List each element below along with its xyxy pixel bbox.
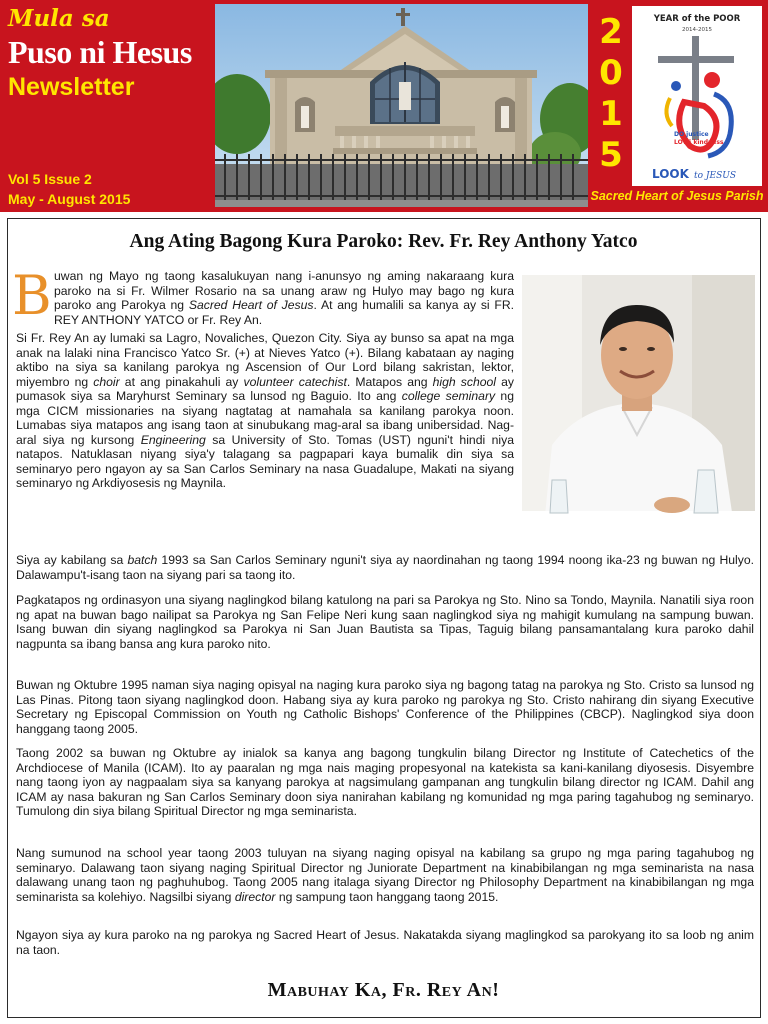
article-box xyxy=(7,218,761,1018)
paragraph-sto-cristo: Buwan ng Oktubre 1995 naman siya naging opisyal na naging kura paroko siya ng bagong tatag na parokya ng Sto. Cristo sa lunsod ng Las Pinas. Pitong taon siyang naglingkod doon. Habang siya ay kura paroko ng parokya ng Sto. Cristo nahirang din siyang Executive Secretary ng Episcopal Commission on Youth ng Catholic Bishops' Conference of the Philippines (CBCP). Naglingkod siya doon hanggang taong 2005. xyxy=(16,678,754,736)
logo-look: LOOK xyxy=(652,167,689,181)
issue-date-range: May - August 2015 xyxy=(8,191,131,207)
church-facade-illustration xyxy=(215,4,588,207)
year-digit: 2 xyxy=(599,12,623,52)
masthead-title-block xyxy=(8,6,213,206)
year-of-the-poor-logo xyxy=(632,6,762,186)
year-of-poor-emblem xyxy=(632,6,762,186)
paragraph-intro: uwan ng Mayo ng taong kasalukuyan nang i-anunsyo ng aming nakaraang kura paroko na si Fr. Wilmer Rosario na sa unang araw ng Hulyo may bago ng kura paroko ang Parokya ng Sacred Heart of Jesus. At ang humalili sa kanya ay si FR. REY ANTHONY YATCO or Fr. Rey An. xyxy=(54,269,515,327)
priest-portrait-illustration xyxy=(522,275,755,546)
volume-issue: Vol 5 Issue 2 xyxy=(8,171,92,187)
article-headline: Ang Ating Bagong Kura Paroko: Rev. Fr. Rey Anthony Yatco xyxy=(129,231,638,252)
paragraph-icam: Taong 2002 sa buwan ng Oktubre ay inialok sa kanya ang bagong tungkulin bilang Director ng Institute of Catechetics of the Archdiocese of Manila (ICAM). Ito ay paaralan ng mga nais maging propesyonal na katekista sa kani-kanilang diyosesis. Disyembre nang taong iyon ay nagpaalam siya sa kanyang parokya at nagsimulang gampanan ang tungkulin bilang director ng ICAM. Dahil ang ICAM ay nasa bakuran ng San Carlos Seminary doon siya nanirahan kabilang ng komunidad ng mga paring tagahubog ng seminaryo. Tumulong din siya bilang Spiritual Director ng mga seminarista. xyxy=(16,746,754,818)
title-newsletter: Newsletter xyxy=(8,73,135,101)
parish-name: Sacred Heart of Jesus Parish xyxy=(590,189,764,203)
paragraph-seminary-formator: Nang sumunod na school year taong 2003 tuluyan na siyang naging opisyal na kabilang sa grupo ng mga paring tagahubog ng seminaryo. Dalawang taon siyang naging Spiritual Director ng Juniorate Department na kinabibilangan ng mga seminarista na nasa dalawang unang taon ng paghuhubog. Taong 2005 nang italaga siyang Director ng Philosophy Department na kinabibilangan ng mga seminarista sa kolehiyo. Nagsilbi siyang director ng sampung taon hanggang taong 2015. xyxy=(16,846,754,904)
church-facade-photo xyxy=(215,4,588,207)
logo-love-kindness: LOVE kindness xyxy=(674,139,724,146)
title-puso-ni-hesus: Puso ni Hesus xyxy=(8,34,192,70)
paragraph-first-assignments: Pagkatapos ng ordinasyon una siyang naglingkod bilang katulong na pari sa Parokya ng Sto. Nino sa Tondo, Maynila. Nanatili siya roon ng apat na buwan bago nailipat sa Parokya ng San Felipe Neri kung saan naglingkod siya ng mahigit kumulang na sampung buwan. Isang buwan din siyang naglingkod sa Parokya ni San Juan Bautista sa Tipas, Taguig bilang pansamantalang kura paroko dahil nagpunta sa ibang bansa ang kura paroko nito. xyxy=(16,593,754,651)
logo-to-jesus: to JESUS xyxy=(694,171,736,181)
paragraph-ordination: Siya ay kabilang sa batch 1993 sa San Carlos Seminary nguni't siya ay naordinahan ng taong 1994 noong ika-23 ng buwan ng Hulyo. Dalawampu't-isang taon na siyang pari sa taong ito. xyxy=(16,553,754,582)
closing-greeting: Mabuhay Ka, Fr. Rey An! xyxy=(267,979,500,1001)
drop-cap-letter: B xyxy=(12,264,52,327)
year-digit: 1 xyxy=(599,94,623,134)
year-digit: 5 xyxy=(599,135,623,175)
logo-years: 2014-2015 xyxy=(682,27,712,33)
newsletter-masthead xyxy=(0,0,768,212)
year-2015-vertical xyxy=(594,12,628,184)
logo-do-justice: DO justice xyxy=(674,131,709,138)
title-mula-sa: Mula sa xyxy=(8,5,110,32)
fr-rey-an-portrait-photo xyxy=(522,275,755,546)
year-digit: 0 xyxy=(599,53,623,93)
paragraph-background: Si Fr. Rey An ay lumaki sa Lagro, Novaliches, Quezon City. Siya ay bunso sa apat na mga anak na lalaki nina Francisco Yatco Sr. (+) at Nieves Yatco (+). Bilang kabataan ay naging aktibo na siya sa kanilang parokya ng Ascension of Our Lord bilang sakristan, lektor, miyembro ng choir at ang pinakahuli ay volunteer catechist. Matapos ang high school ay pumasok siya sa Maryhurst Seminary sa lunsod ng Baguio. Ito ang college seminary ng mga CICM missionaries na siyang nagtatag at namahala sa kanilang parokya noon. Lumabas siya matapos ang isang taon at sinubukang mag-aral sa ibang unibersidad. Nag-aral siya ng kursong Engineering sa University of Sto. Tomas (UST) nguni't hindi niya natapos. Natuklasan niyang siya'y talagang sa pagpapari kaya bumalik din siya sa seminaryo pero ngayon ay sa San Carlos Seminary na nasa Guadalupe, Makati na siyang seminaryo ng Arkdiyosesis ng Maynila. xyxy=(16,331,515,490)
paragraph-current-role: Ngayon siya ay kura paroko na ng parokya ng Sacred Heart of Jesus. Nakatakda siyang maglingkod sa parokyang ito sa loob ng anim na taon. xyxy=(16,928,754,957)
logo-top-text: YEAR of the POOR xyxy=(653,14,741,24)
